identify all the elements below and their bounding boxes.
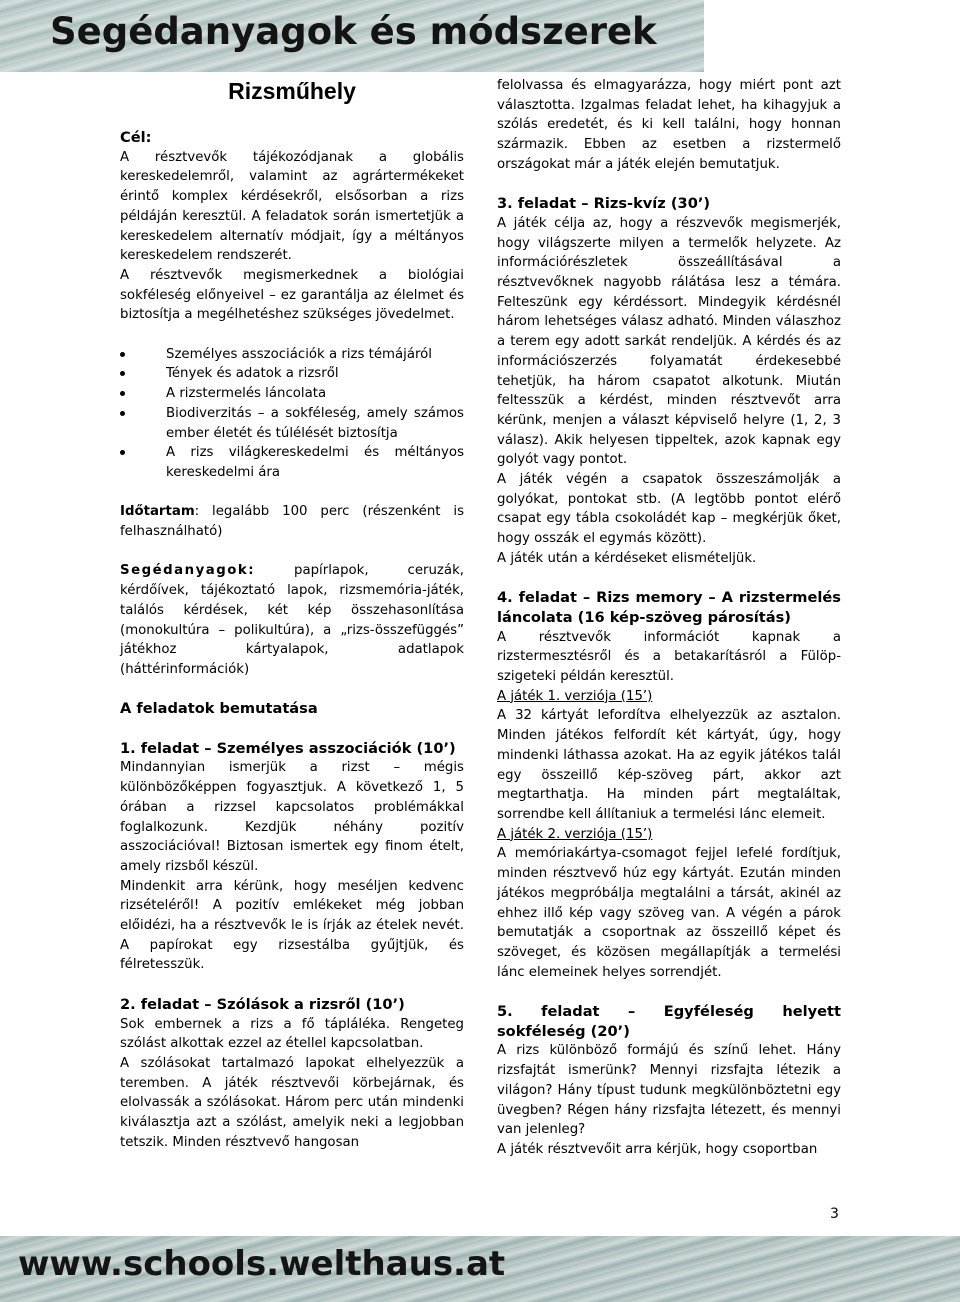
bullet-icon	[120, 352, 125, 357]
materials-paragraph	[120, 561, 464, 679]
task4-title: 4. feladat – Rizs memory – A rizstermelés láncolata (16 kép-szöveg párosítás)	[497, 589, 841, 626]
task1-paragraph-1: Mindannyian ismerjük a rizst – mégis különbözőképpen fogyasztjuk. A következő 1, 5 órában a rizzsel kapcsolatos problémákkal foglalkozunk. Kezdjük néhány pozitív asszociációval! Biztosan ismertek egy finom ételt, amely rizsből készül.	[120, 760, 464, 874]
goal-paragraph-2: A résztvevők megismerkednek a biológiai sokféleség előnyeivel – ez garantálja az élelmet és biztosítja a megélhetéshez szükséges jövedelmet.	[120, 267, 464, 323]
duration-paragraph	[120, 502, 464, 541]
task2-continuation: felolvassa és elmagyarázza, hogy miért pont azt választotta. Izgalmas feladat lehet, ha kihagyjuk a szólás eredetét, és ki kell találni, hogy honnan származik. Ebben az esetben a rizstermelő országokat már a játék elején bemutatjuk.	[497, 78, 841, 172]
task3-paragraph-2: A játék végén a csapatok összeszámolják a golyókat, pontokat stb. (A legtöbb pontot elérő csapat egy tábla csokoládét kap – megkérjük őket, hogy osszák el egymás között).	[497, 472, 841, 547]
topic-list	[120, 345, 464, 483]
task4-version1-text: A 32 kártyát lefordítva elhelyezzük az asztalon. Minden játékos felfordít két kártyát, úgy, hogy mindenki láthassa azokat. Ha az egyik játékos talál egy összeillő kép-szöveg párt, akkor azt megtarthatja. Ha minden párt megtaláltak, sorrendbe kell állítaniuk a termelési lánc elemeit.	[497, 708, 841, 822]
task5-paragraph-2: A játék résztvevőit arra kérjük, hogy csoportban	[497, 1141, 818, 1157]
task4-version2-label: A játék 2. verziója (15’)	[497, 826, 653, 842]
right-column	[497, 76, 841, 1160]
duration-label: Időtartam	[120, 504, 195, 520]
task2-title: 2. feladat – Szólások a rizsről (10’)	[120, 995, 405, 1013]
task1-paragraph-2: Mindenkit arra kérünk, hogy meséljen kedvenc rizsételéről! A pozitív emlékeket még jobban előidézi, ha a résztvevők le is írják az ételek nevét. A papírokat egy rizsestálba gyűjtjük, és félretesszük.	[120, 878, 464, 973]
footer-banner	[0, 1236, 960, 1302]
materials-label: Segédanyagok:	[120, 563, 256, 579]
task4-paragraph-1: A résztvevők információt kapnak a rizstermesztésről és a betakarításról a Fülöp-szigeteki példán keresztül.	[497, 629, 841, 685]
task1-title: 1. feladat – Személyes asszociációk (10’)	[120, 739, 456, 757]
task5-paragraph-1: A rizs különböző formájú és színű lehet. Hány rizsfajtát ismerünk? Mennyi rizsfajta létezik a világon? Hány típust tudunk megkülönböztetni egy üvegben? Régen hány rizsfajta létezett, és mennyi van jelenleg?	[497, 1043, 841, 1138]
task3-paragraph-1: A játék célja az, hogy a részvevők megismerjék, hogy világszerte milyen a termelők helyzete. Az információrészletek összeállításával a résztvevőknek nagyobb rálátása lesz a témára. Felteszünk egy kérdéssort. Mindegyik kérdésnél három lehetséges válasz adható. Minden válaszhoz a terem egy adott sarkát rendeljük. A kérdés és az információszerzés folyamatát érdekesebbé tehetjük, ha három csapatot alkotunk. Miután feltesszük a kérdést, minden résztvevőt arra kérünk, menjen a választ képviselő helyre (1, 2, 3 válasz). Akik helyesen tippeltek, azok kapnak egy golyót vagy pontot.	[497, 215, 841, 468]
task3-paragraph-3: A játék után a kérdéseket elismételjük.	[497, 550, 757, 566]
bullet-icon	[120, 391, 125, 396]
tasks-heading: A feladatok bemutatása	[120, 700, 318, 718]
task3-title: 3. feladat – Rizs-kvíz (30’)	[497, 195, 711, 213]
task2-paragraph-2: A szólásokat tartalmazó lapokat elhelyezzük a teremben. A játék résztvevői körbejárnak, és elolvassák a szólásokat. Három perc után mindenki kiválasztja azt a szólást, amelyik neki a legjobban tetszik. Minden résztvevő hangosan	[120, 1055, 464, 1150]
task4-version2-text: A memóriakártya-csomagot fejjel lefelé fordítjuk, minden résztvevő húz egy kártyát. Ezután minden játékos megpróbálja megtalálni a társát, akinél az ehhez illő kép vagy szöveg van. A végén a párok bemutatják a csoportnak az összeillő képet és szöveget, és közösen megállapítják a termelési lánc elemeinek helyes sorrendjét.	[497, 846, 841, 980]
list-item: Személyes asszociációk a rizs témájáról	[120, 345, 464, 365]
list-item: A rizstermelés láncolata	[120, 384, 464, 404]
footer-site-link[interactable]: www.schools.welthaus.at	[18, 1244, 506, 1284]
task4-version1-label: A játék 1. verziója (15’)	[497, 688, 653, 704]
list-item: Biodiverzitás – a sokféleség, amely számos ember életét és túlélését biztosítja	[120, 404, 464, 443]
list-item: Tények és adatok a rizsről	[120, 364, 464, 384]
task5-title: 5. feladat – Egyféleség helyett sokféleség (20’)	[497, 1003, 841, 1040]
goal-paragraph-1: A résztvevők tájékozódjanak a globális kereskedelemről, valamint az agrártermékeket érintő komplex kérdésekről, elsősorban a rizs példáján keresztül. A feladatok során ismertetjük a kereskedelem alternatív módjait, így a méltányos kereskedelem rendszerét.	[120, 149, 464, 264]
task2-paragraph-1: Sok embernek a rizs a fő tápláléka. Rengeteg szólást alkottak ezzel az étellel kapcsolatban.	[120, 1016, 464, 1052]
banner-title: Segédanyagok és módszerek	[50, 10, 657, 53]
bullet-icon	[120, 450, 125, 455]
list-item: A rizs világkereskedelmi és méltányos kereskedelmi ára	[120, 443, 464, 482]
page-title: Rizsműhely	[228, 78, 356, 104]
duration-text: : legalább 100 perc (részenként is felhasználható)	[120, 504, 464, 540]
page-number: 3	[830, 1206, 839, 1222]
left-column	[120, 128, 464, 1152]
bullet-icon	[120, 411, 125, 416]
bullet-icon	[120, 371, 125, 376]
header-banner	[0, 0, 704, 72]
materials-text: papírlapok, ceruzák, kérdőívek, tájékoztató lapok, rizsmemória-játék, találós kérdések, két kép összehasonlítása (monokultúra – polikultúra), a „rizs-összefüggés” játékhoz kártyalapok, adatlapok (háttérinformációk)	[120, 563, 464, 677]
goal-heading: Cél:	[120, 129, 152, 146]
